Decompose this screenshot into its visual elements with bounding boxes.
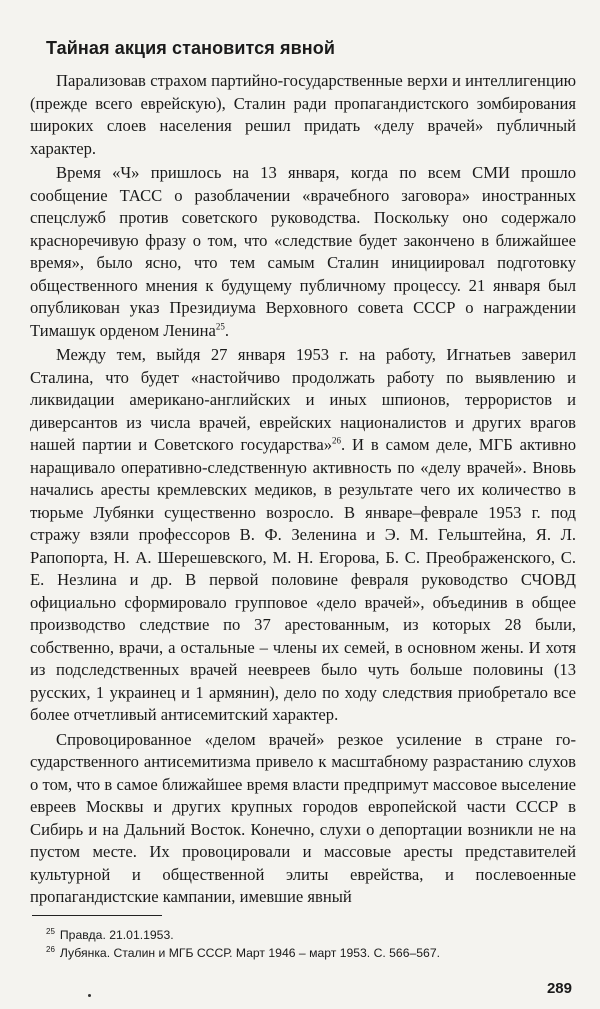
paragraph-2: Время «Ч» пришлось на 13 января, когда по всем СМИ прошло сообщение ТАСС о разоблачении «врачебного заговора» иностранных спецслужб против советского руководства. Поскольку оно содержало красноречивую фразу о том, что «следствие будет закончено в ближайшее время», было ясно, что тем самым Сталин инициировал подготовку общественного мнения к будущему публичному процессу. 21 января был опубликован указ Президиума Верховного совета СССР о награждении Тимашук орденом Ленина$^{25}$.	[30, 163, 576, 340]
print-speck	[88, 994, 91, 997]
page-number: 289	[546, 980, 572, 997]
body-text	[30, 70, 576, 909]
footnote-26: $^{26}$ Лубянка. Сталин и МГБ СССР. Март 1946 – март 1953. С. 566–567.	[46, 944, 440, 960]
footnote-divider	[32, 915, 162, 916]
paragraph-1: Парализовав страхом партийно-государственные верхи и интеллигенцию (прежде всего еврейскую), Сталин ради пропагандистского зомбирования широких слоев населения решил придать «делу врачей» публичный характер.	[30, 71, 576, 158]
paragraph-4: Спровоцированное «делом врачей» резкое усиление в стране государственного антисемитизма привело к масштабному разрастанию слухов о том, что в самое ближайшее время власти предпримут массовое выселение евреев Москвы и других крупных городов европейской части СССР в Сибирь и на Дальний Восток. Конечно, слухи о депортации возникли не на пустом месте. Их провоцировали и массовые аресты представителей культурной и общественной элиты еврейства, и послевоенные пропагандистские кампании, имевшие явный	[30, 729, 576, 906]
footnote-25: $^{25}$ Правда. 21.01.1953.	[46, 926, 174, 942]
paragraph-3: Между тем, выйдя 27 января 1953 г. на работу, Игнатьев заверил Сталина, что будет «настойчиво продолжать работу по выявлению и ликвидации американо-английских и иных шпионов, террористов и диверсантов из числа врачей, еврейских националистов и других врагов нашей партии и Советского государства»$^{26}$. И в самом деле, МГБ активно наращивало оперативно-следственную активность по «делу врачей». Вновь начались аресты кремлевских медиков, в результате чего их количество в тюрьме Лубянки существенно возросло. В январе–феврале 1953 г. под стражу взяли профессоров В. Ф. Зеленина и Э. М. Гельштейна, Я. Л. Рапопорта, Н. А. Шерешевского, М. Н. Егорова, Б. С. Преображенского, С. Е. Незлина и др. В первой половине февраля руководство СЧОВД официально сформировало групповое «дело врачей», объединив в общее производство следствие по 37 арестованным, из которых 28 были, собственно, врачи, а остальные – члены их семей, в основном жены. И хотя из подследственных врачей неевреев было чуть больше половины (13 русских, 1 украинец и 1 армянин), дело по ходу следствия приобретало все более отчетливый антисемитский характер.	[30, 345, 576, 724]
footnote-ref-26: 26	[332, 435, 341, 446]
footnotes	[46, 926, 576, 962]
footnote-ref-25: 25	[215, 320, 225, 331]
section-heading: Тайная акция становится явной	[46, 38, 335, 58]
